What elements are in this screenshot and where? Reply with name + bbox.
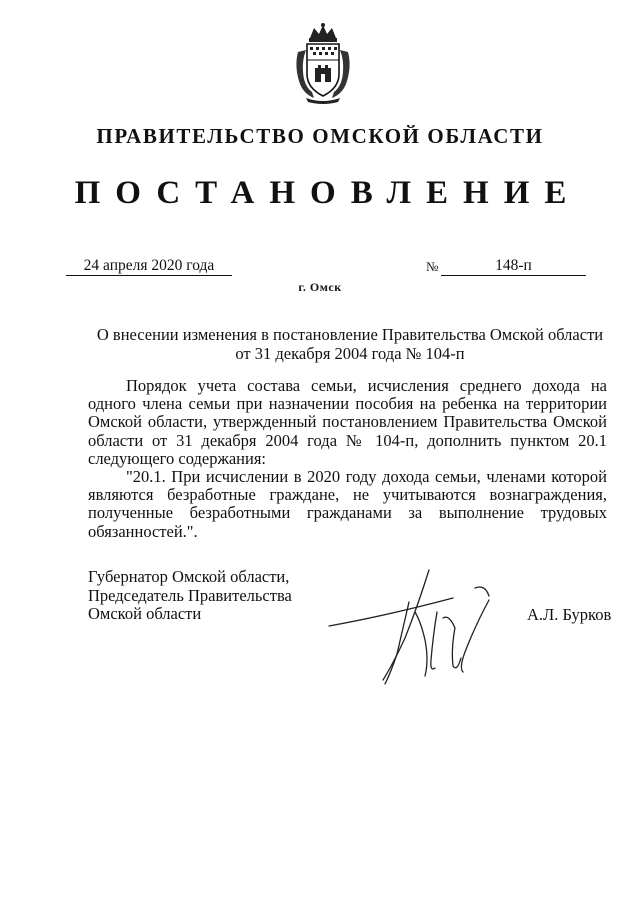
government-title: ПРАВИТЕЛЬСТВО ОМСКОЙ ОБЛАСТИ [96,124,544,148]
handwritten-signature [325,568,500,688]
subject-line-1: О внесении изменения в постановление Правительства Омской области [96,325,604,344]
subject-line-2: от 31 декабря 2004 года № 104-п [235,344,465,363]
coat-of-arms-emblem [292,22,354,104]
signer-position-line-1: Губернатор Омской области, [88,567,290,586]
signer-position-line-2: Председатель Правительства [88,585,292,605]
document-body [88,377,607,541]
document-subject [60,325,640,363]
document-type-title: ПОСТАНОВЛЕНИЕ [74,175,582,211]
signer-position [88,568,292,624]
body-paragraph-1: Порядок учета состава семьи, исчисления среднего дохода на одного члена семьи при назначении пособия на ребенка на территории Омской области, утвержденный постановлением Правительства Омской области от 31 декабря 2004 года № 104-п, дополнить пунктом 20.1 следующего содержания: [88,376,607,468]
number-sign: № [426,259,439,274]
body-paragraph-2: "20.1. При исчислении в 2020 году дохода семьи, членами которой являются безработные граждане, не учитываются вознаграждения, полученные безработными гражданами за выполнение трудовых обязанностей.". [88,467,607,541]
signer-position-line-3: Омской области [88,604,202,623]
document-date: 24 апреля 2020 года [66,256,232,276]
document-number: 148-п [441,256,586,276]
signer-name: А.Л. Бурков [527,605,612,624]
city-label: г. Омск [298,280,342,294]
